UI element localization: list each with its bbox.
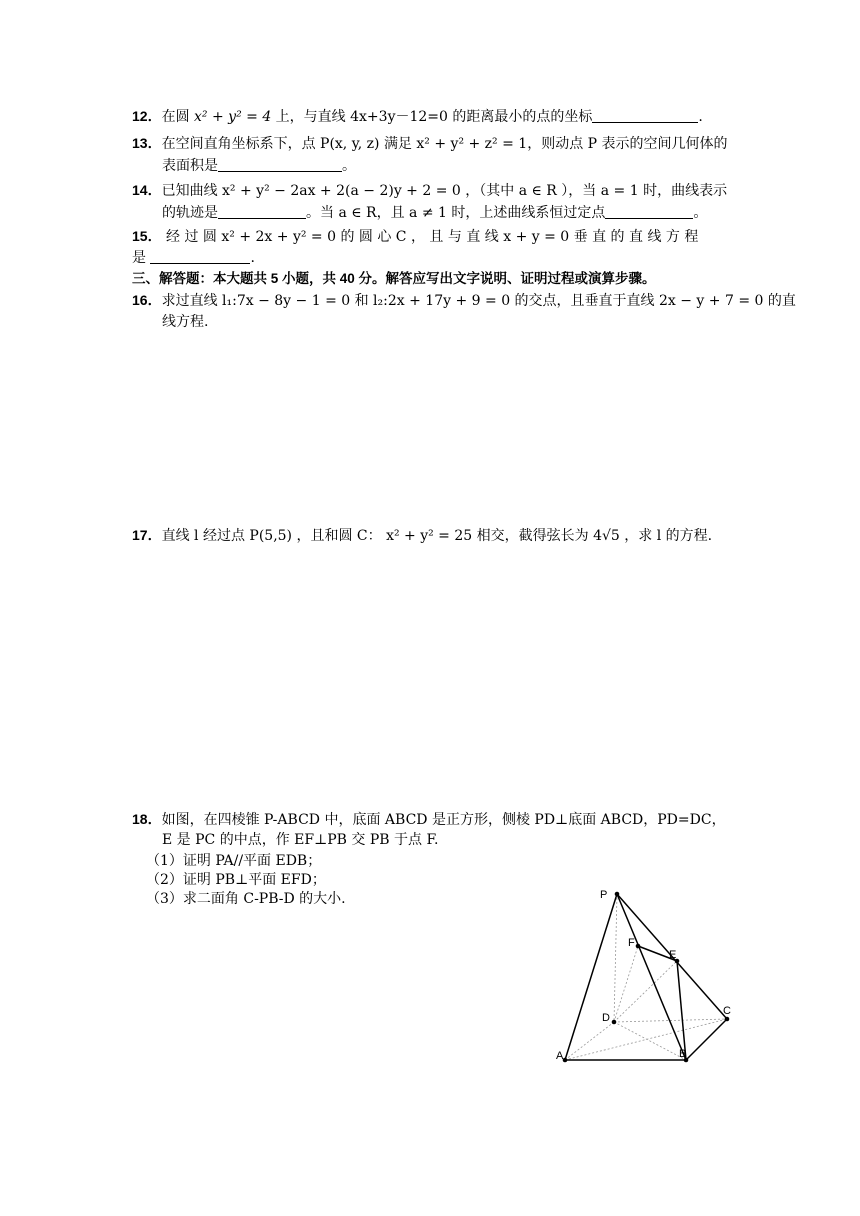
answer-blank[interactable] xyxy=(150,249,250,264)
hidden-edges xyxy=(565,894,727,1060)
formula: x² + y² = 4 xyxy=(194,109,272,125)
answer-blank[interactable] xyxy=(605,204,693,219)
vertex-label-e: E xyxy=(669,949,677,961)
question-17: 17．直线 l 经过点 P(5,5) ，且和圆 C： x² + y² = 25 相交，截得弦长为 4√5 ，求 l 的方程. xyxy=(132,527,713,544)
question-number: 18． xyxy=(132,811,162,827)
visible-edges xyxy=(565,894,727,1060)
question-number: 14． xyxy=(132,182,162,198)
question-number: 17． xyxy=(132,527,162,543)
vertex-label-d: D xyxy=(602,1012,610,1024)
question-16-line-1: 16．求过直线 l₁:7x − 8y − 1 = 0 和 l₂:2x + 17y + 9 = 0 的交点，且垂直于直线 2x − y + 7 = 0 的直 xyxy=(132,292,796,309)
vertex-label-p: P xyxy=(600,889,608,901)
question-number: 15． xyxy=(132,228,162,244)
section-heading: 三、解答题：本大题共 5 小题，共 40 分。解答应写出文字说明、证明过程或演算步骤。 xyxy=(132,271,656,286)
vertices xyxy=(563,892,730,1063)
question-16-line-2: 线方程. xyxy=(162,314,209,330)
question-number: 16． xyxy=(132,292,162,308)
answer-blank[interactable] xyxy=(218,204,306,219)
answer-blank[interactable] xyxy=(592,108,698,123)
question-18-part-1: （1）证明 PA//平面 EDB； xyxy=(146,853,322,869)
pyramid-figure xyxy=(540,880,760,1080)
vertex-label-b: B xyxy=(679,1048,687,1060)
vertex-label-f: F xyxy=(628,937,635,949)
answer-blank[interactable] xyxy=(218,157,342,172)
question-number: 12． xyxy=(132,108,162,124)
question-14-line-1: 14．已知曲线 x² + y² − 2ax + 2(a − 2)y + 2 = 0 ，（其中 a ∈ R ），当 a = 1 时，曲线表示 xyxy=(132,182,728,199)
question-18-line-2: E 是 PC 的中点，作 EF⊥PB 交 PB 于点 F. xyxy=(162,832,439,848)
vertex-label-a: A xyxy=(556,1050,564,1062)
question-13-line-1: 13．在空间直角坐标系下，点 P(x, y, z) 满足 x² + y² + z² = 1，则动点 P 表示的空间几何体的 xyxy=(132,135,728,152)
question-18-line-1: 18．如图，在四棱锥 P-ABCD 中，底面 ABCD 是正方形，侧棱 PD⊥底面 ABCD，PD=DC， xyxy=(132,811,726,828)
question-13-line-2: 表面积是 。 xyxy=(162,158,356,174)
question-14-line-2: 的轨迹是 。当 a ∈ R，且 a ≠ 1 时，上述曲线系恒过定点 。 xyxy=(162,205,708,221)
question-12: 12．在圆 x² + y² = 4 上，与直线 4x+3y－12=0 的距离最小的点的坐标 . xyxy=(132,108,703,125)
question-15-line-1: 15． 经 过 圆 x² + 2x + y² = 0 的 圆 心 C ， 且 与 直 线 x + y = 0 垂 直 的 直 线 方 程 xyxy=(132,228,699,245)
question-15-line-2: 是 . xyxy=(132,250,255,266)
question-18-part-3: （3）求二面角 C-PB-D 的大小. xyxy=(146,891,346,907)
vertex-label-c: C xyxy=(723,1005,731,1017)
question-number: 13． xyxy=(132,135,162,151)
question-18-part-2: （2）证明 PB⊥平面 EFD； xyxy=(146,872,326,888)
